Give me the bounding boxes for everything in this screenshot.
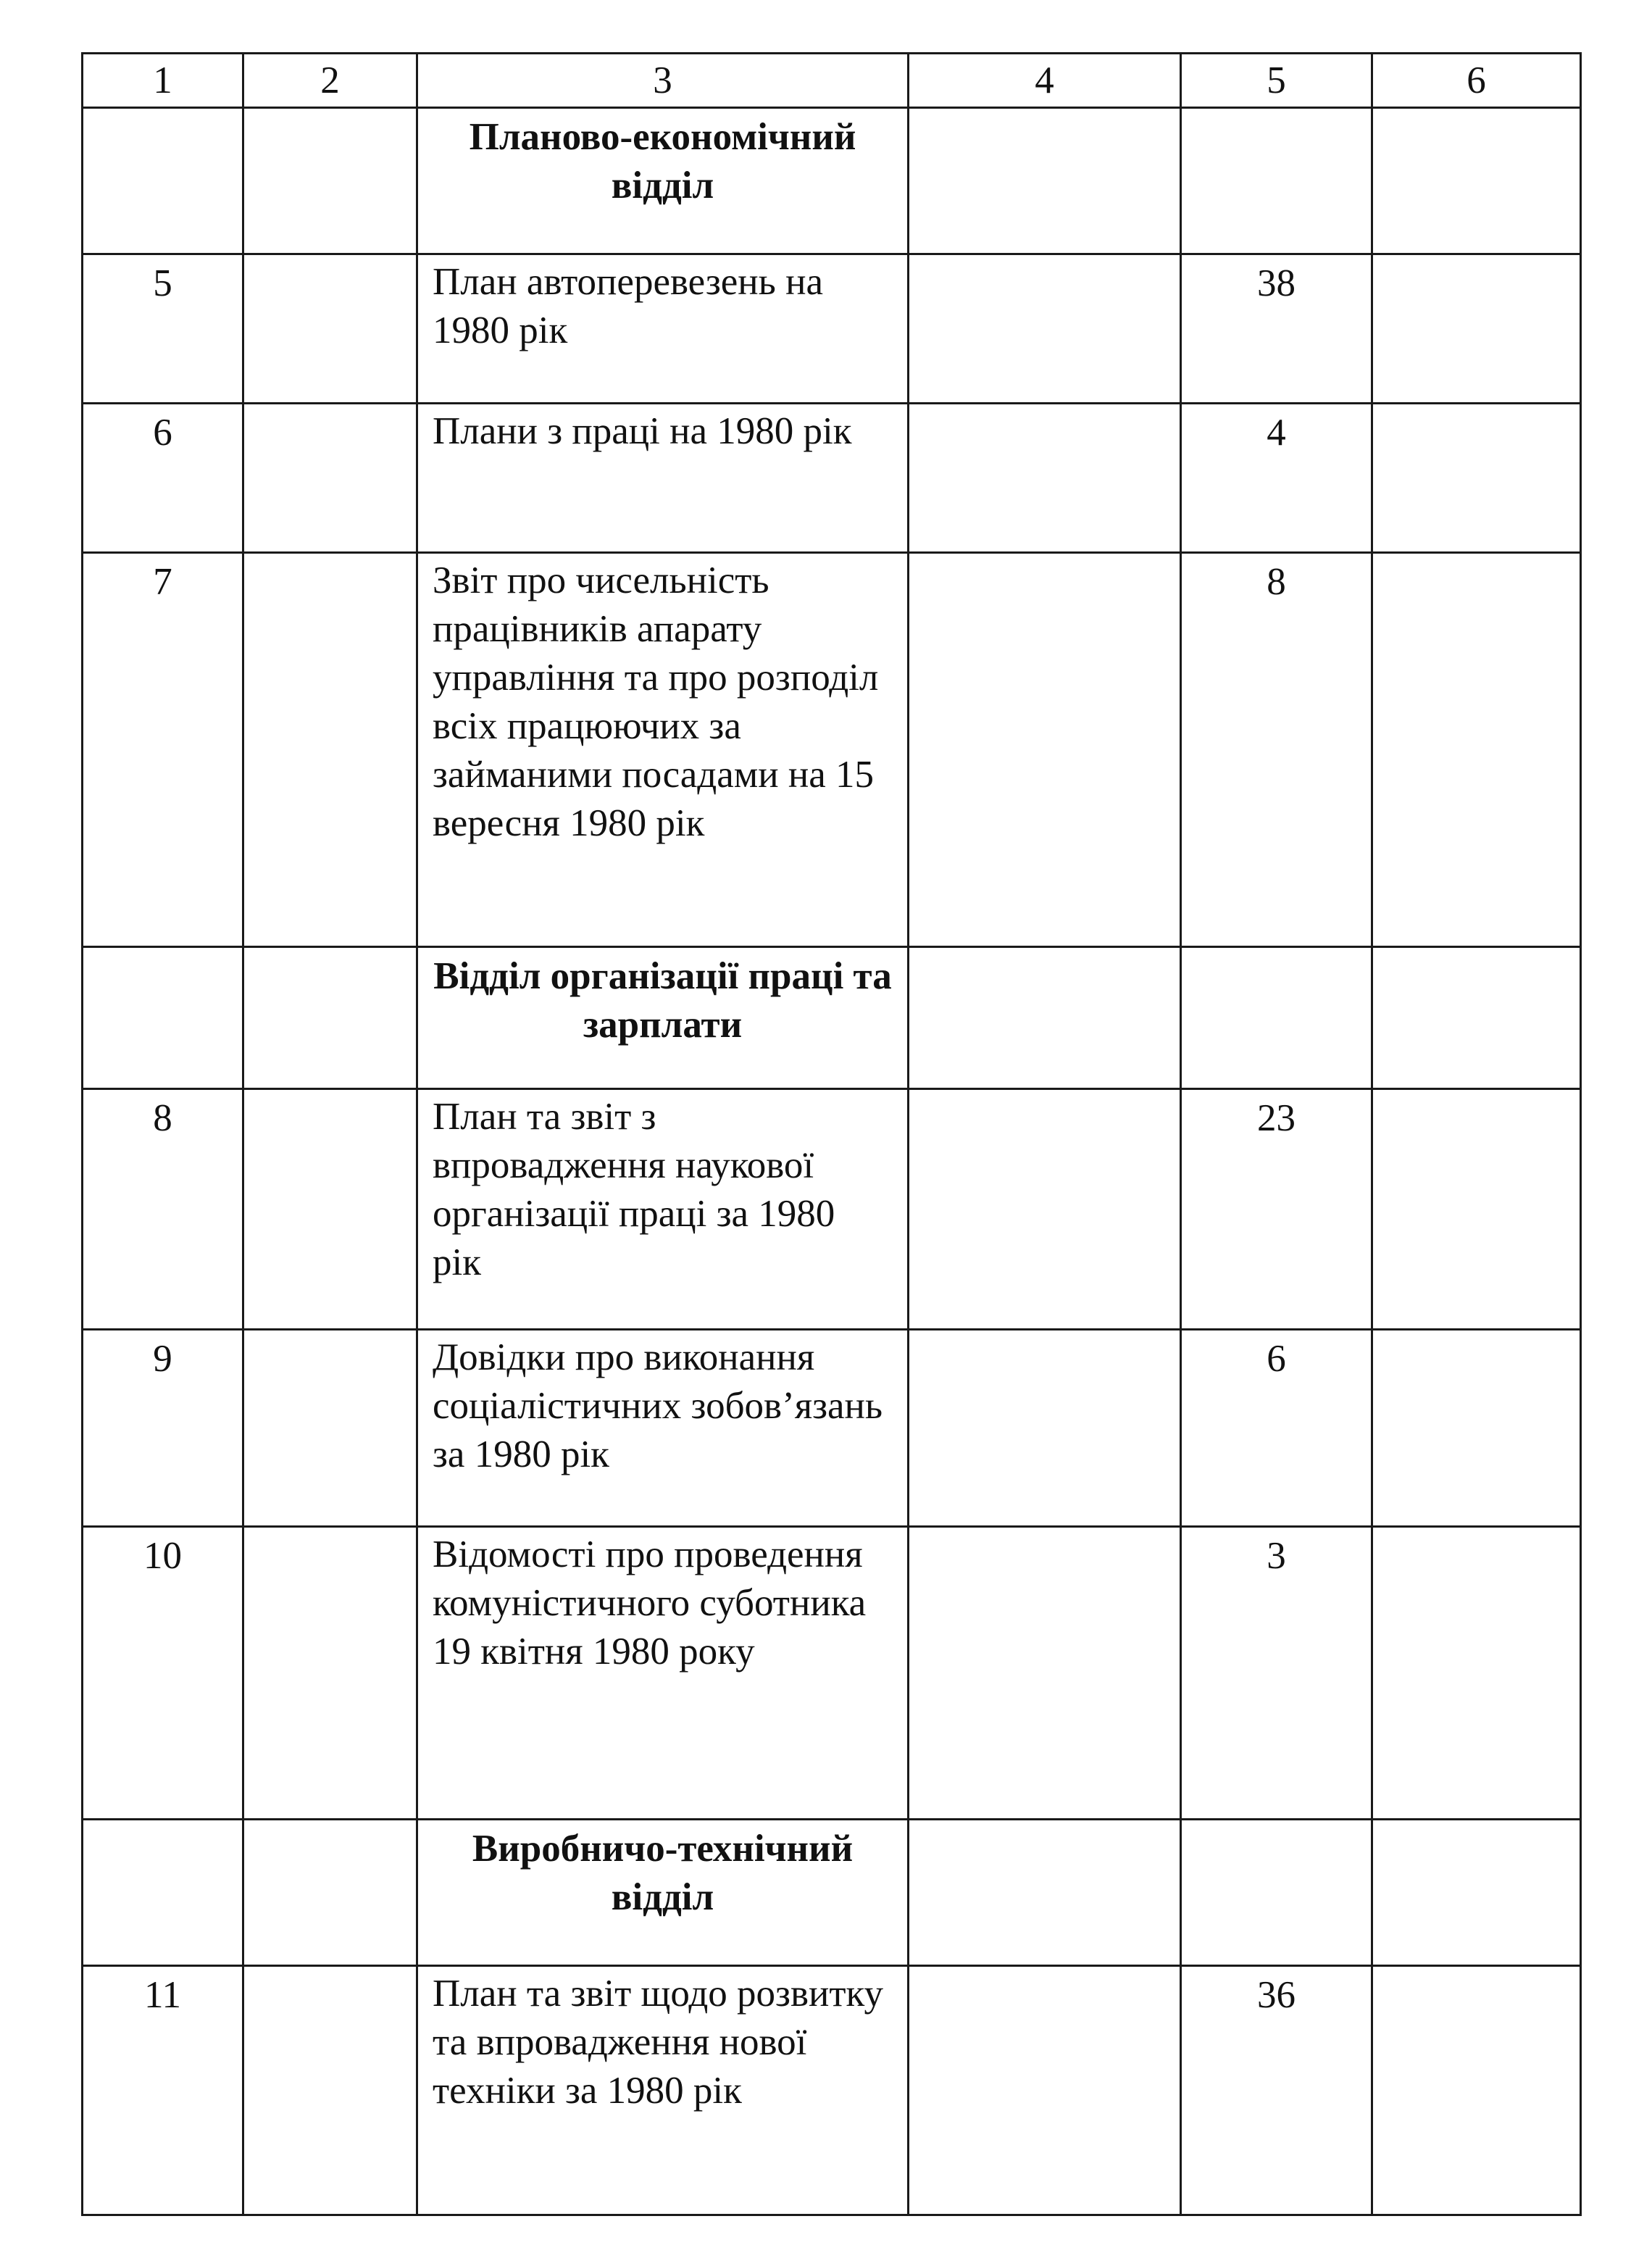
section-row <box>83 1820 1581 1966</box>
entry-title: Відомості про проведення комуністичного суботника 19 квітня 1980 року <box>417 1527 909 1820</box>
table-row <box>83 1089 1581 1330</box>
entry-number: 10 <box>83 1527 243 1820</box>
entry-title: Довідки про виконання соціалістичних зобов’язань за 1980 рік <box>417 1330 909 1527</box>
column-number-1: 1 <box>83 54 243 108</box>
column-number-2: 2 <box>243 54 417 108</box>
table-row <box>83 254 1581 404</box>
entry-number: 6 <box>83 404 243 553</box>
section-title: Відділ організації праці та зарплати <box>417 947 909 1089</box>
entry-number: 7 <box>83 553 243 947</box>
entry-page-count: 4 <box>1181 404 1372 553</box>
entry-title: План автоперевезень на 1980 рік <box>417 254 909 404</box>
section-title: Планово-економічний відділ <box>417 108 909 254</box>
entry-page-count: 36 <box>1181 1966 1372 2215</box>
entry-title: План та звіт щодо розвитку та впровадження нової техніки за 1980 рік <box>417 1966 909 2215</box>
entry-number: 9 <box>83 1330 243 1527</box>
table-row <box>83 1966 1581 2215</box>
entry-page-count: 23 <box>1181 1089 1372 1330</box>
entry-page-count: 3 <box>1181 1527 1372 1820</box>
table-row <box>83 1330 1581 1527</box>
column-number-3: 3 <box>417 54 909 108</box>
table-row <box>83 553 1581 947</box>
column-number-6: 6 <box>1372 54 1581 108</box>
entry-title: План та звіт з впровадження наукової організації праці за 1980 рік <box>417 1089 909 1330</box>
document-register-table <box>81 52 1582 2216</box>
entry-title: Звіт про чисельність працівників апарату управління та про розподіл всіх працюючих за займаними посадами на 15 вересня 1980 рік <box>417 553 909 947</box>
entry-title: Плани з праці на 1980 рік <box>417 404 909 553</box>
entry-page-count: 8 <box>1181 553 1372 947</box>
column-number-5: 5 <box>1181 54 1372 108</box>
entry-number: 5 <box>83 254 243 404</box>
section-row <box>83 947 1581 1089</box>
entry-page-count: 6 <box>1181 1330 1372 1527</box>
table-row <box>83 404 1581 553</box>
entry-page-count: 38 <box>1181 254 1372 404</box>
column-number-row <box>83 54 1581 108</box>
table-row <box>83 1527 1581 1820</box>
entry-number: 8 <box>83 1089 243 1330</box>
section-title: Виробничо-технічний відділ <box>417 1820 909 1966</box>
section-row <box>83 108 1581 254</box>
entry-number: 11 <box>83 1966 243 2215</box>
column-number-4: 4 <box>909 54 1181 108</box>
